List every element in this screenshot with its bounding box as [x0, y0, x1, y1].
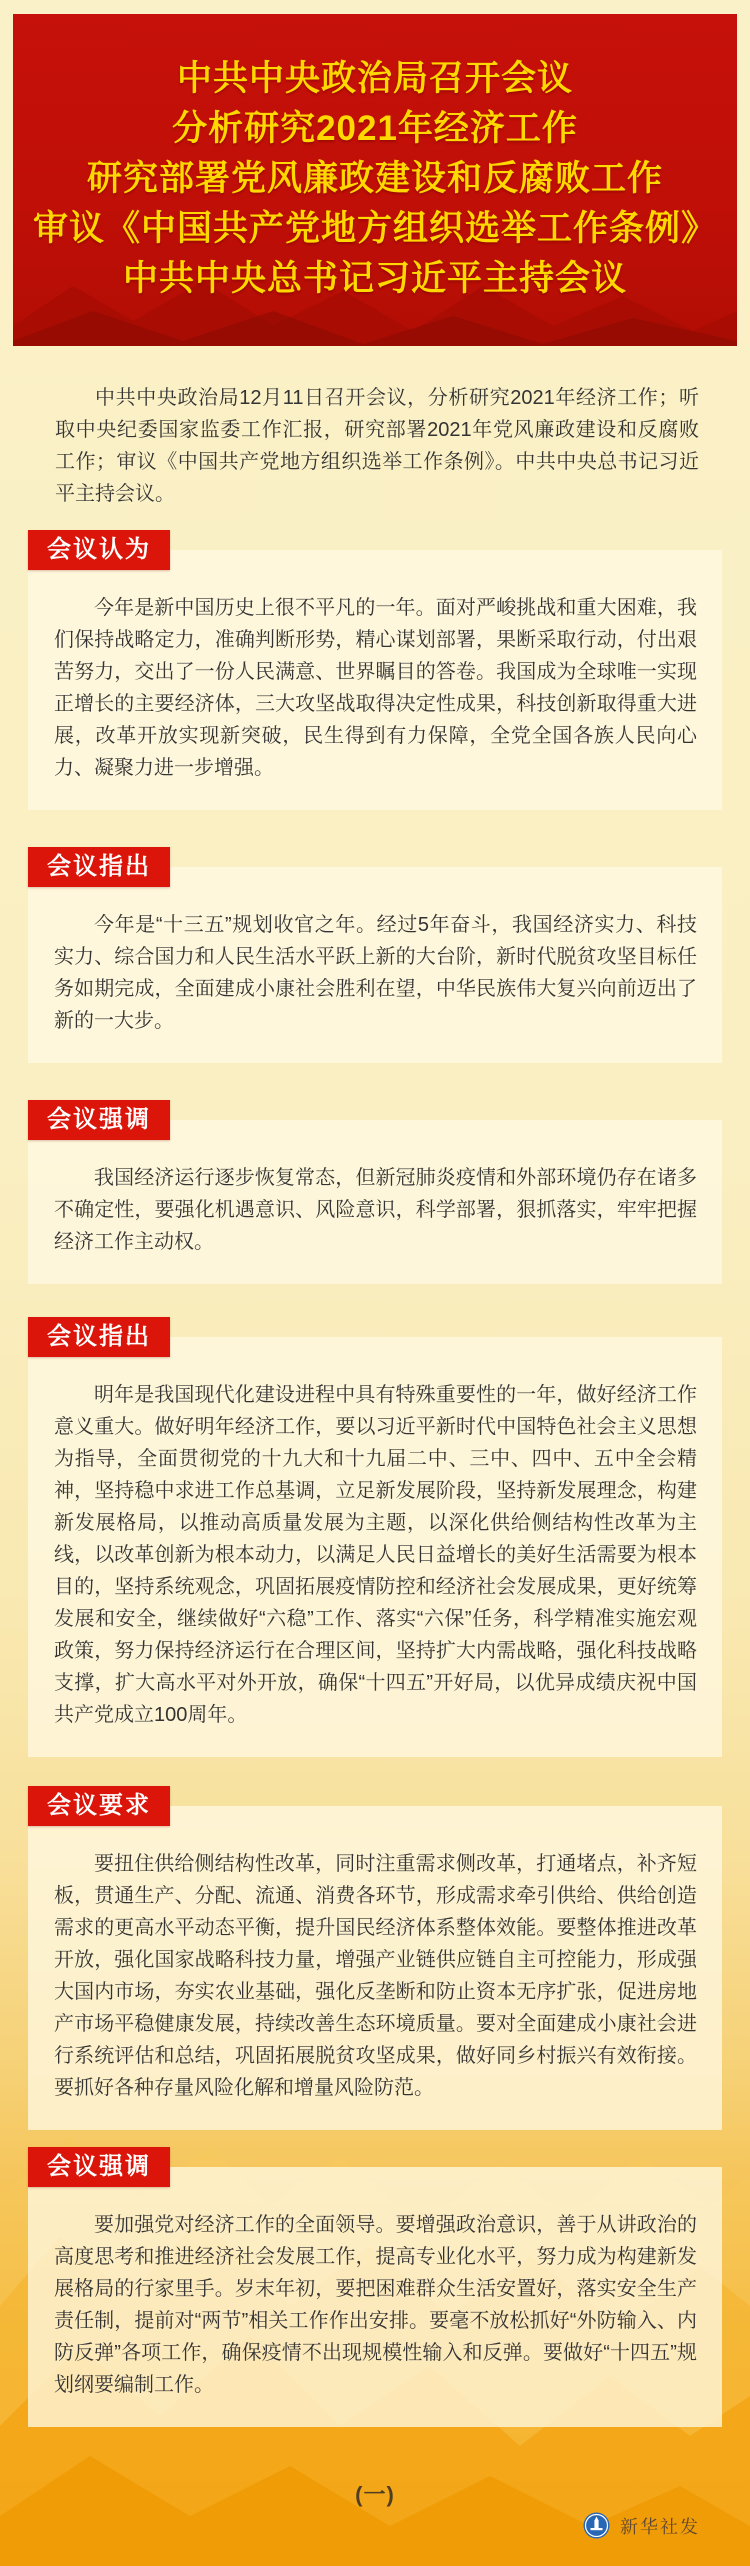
section-label-badge: 会议认为 — [28, 530, 170, 570]
section-body: 要加强党对经济工作的全面领导。要增强政治意识，善于从讲政治的高度思考和推进经济社会发展工作，提高专业化水平，努力成为构建新发展格局的行家里手。岁末年初，要把困难群众生活安置好，落实安全生产责任制，提前对“两节”相关工作作出安排。要毫不放松抓好“外防输入、内防反弹”各项工作，确保疫情不出现规模性输入和反弹。要做好“十四五”规划纲要编制工作。 — [54, 2214, 697, 2396]
section-huiyi-qiangdiao-2 — [28, 2153, 722, 2427]
banner-title — [13, 14, 737, 304]
section-huiyi-yaoqiu — [28, 1792, 722, 2130]
section-body: 要扭住供给侧结构性改革，同时注重需求侧改革，打通堵点，补齐短板，贯通生产、分配、流通、消费各环节，形成需求牵引供给、供给创造需求的更高水平动态平衡，提升国民经济体系整体效能。要整体推进改革开放，强化国家战略科技力量，增强产业链供应链自主可控能力，形成强大国内市场，夯实农业基础，强化反垄断和防止资本无序扩张，促进房地产市场平稳健康发展，持续改善生态环境质量。要对全面建成小康社会进行系统评估和总结，巩固拓展脱贫攻坚成果，做好同乡村振兴有效衔接。要抓好各种存量风险化解和增量风险防范。 — [54, 1853, 697, 2099]
section-body: 今年是新中国历史上很不平凡的一年。面对严峻挑战和重大困难，我们保持战略定力，准确判断形势，精心谋划部署，果断采取行动，付出艰苦努力，交出了一份人民满意、世界瞩目的答卷。我国成为全球唯一实现正增长的主要经济体，三大攻坚战取得决定性成果，科技创新取得重大进展，改革开放实现新突破，民生得到有力保障，全党全国各族人民向心力、凝聚力进一步增强。 — [54, 597, 697, 779]
section-panel — [28, 1120, 722, 1284]
section-panel — [28, 867, 722, 1063]
section-huiyi-zhichu-2 — [28, 1323, 722, 1757]
section-huiyi-zhichu-1 — [28, 853, 722, 1063]
section-huiyi-qiangdiao-1 — [28, 1106, 722, 1284]
page-number: (一) — [355, 2482, 395, 2507]
banner-title-line-5: 中共中央总书记习近平主持会议 — [122, 259, 627, 298]
banner — [13, 14, 737, 346]
section-panel — [28, 1337, 722, 1757]
banner-title-line-3: 研究部署党风廉政建设和反腐败工作 — [86, 159, 663, 198]
section-body: 今年是“十三五”规划收官之年。经过5年奋斗，我国经济实力、科技实力、综合国力和人民生活水平跃上新的大台阶，新时代脱贫攻坚目标任务如期完成，全面建成小康社会胜利在望，中华民族伟大复兴向前迈出了新的一大步。 — [54, 914, 697, 1032]
section-label-badge: 会议指出 — [28, 1317, 170, 1357]
section-label-badge: 会议强调 — [28, 1100, 170, 1140]
section-label-badge: 会议强调 — [28, 2147, 170, 2187]
section-panel — [28, 2167, 722, 2427]
section-body: 我国经济运行逐步恢复常态，但新冠肺炎疫情和外部环境仍存在诸多不确定性，要强化机遇意识、风险意识，科学部署，狠抓落实，牢牢把握经济工作主动权。 — [54, 1167, 697, 1253]
section-panel — [28, 550, 722, 810]
intro-paragraph: 中共中央政治局12月11日召开会议，分析研究2021年经济工作；听取中央纪委国家监委工作汇报，研究部署2021年党风廉政建设和反腐败工作；审议《中国共产党地方组织选举工作条例》。中共中央总书记习近平主持会议。 — [55, 387, 699, 505]
banner-title-line-4: 审议《中国共产党地方组织选举工作条例》 — [32, 209, 717, 248]
section-body: 明年是我国现代化建设进程中具有特殊重要性的一年，做好经济工作意义重大。做好明年经济工作，要以习近平新时代中国特色社会主义思想为指导，全面贯彻党的十九大和十九届二中、三中、四中、五中全会精神，坚持稳中求进工作总基调，立足新发展阶段，坚持新发展理念，构建新发展格局，以推动高质量发展为主题，以深化供给侧结构性改革为主线，以改革创新为根本动力，以满足人民日益增长的美好生活需要为根本目的，坚持系统观念，巩固拓展疫情防控和经济社会发展成果，更好统筹发展和安全，继续做好“六稳”工作、落实“六保”任务，科学精准实施宏观政策，努力保持经济运行在合理区间，坚持扩大内需战略，强化科技战略支撑，扩大高水平对外开放，确保“十四五”开好局，以优异成绩庆祝中国共产党成立100周年。 — [54, 1384, 697, 1726]
agency-credit-text: 新华社发 — [620, 2516, 700, 2537]
section-label-badge: 会议要求 — [28, 1786, 170, 1826]
section-panel — [28, 1806, 722, 2130]
banner-title-line-2: 分析研究2021年经济工作 — [172, 109, 578, 148]
xinhua-emblem-icon — [583, 2512, 610, 2539]
banner-title-line-1: 中共中央政治局召开会议 — [176, 59, 573, 98]
section-label-badge: 会议指出 — [28, 847, 170, 887]
section-huiyi-renwei — [28, 536, 722, 810]
agency-credit — [583, 2512, 700, 2539]
